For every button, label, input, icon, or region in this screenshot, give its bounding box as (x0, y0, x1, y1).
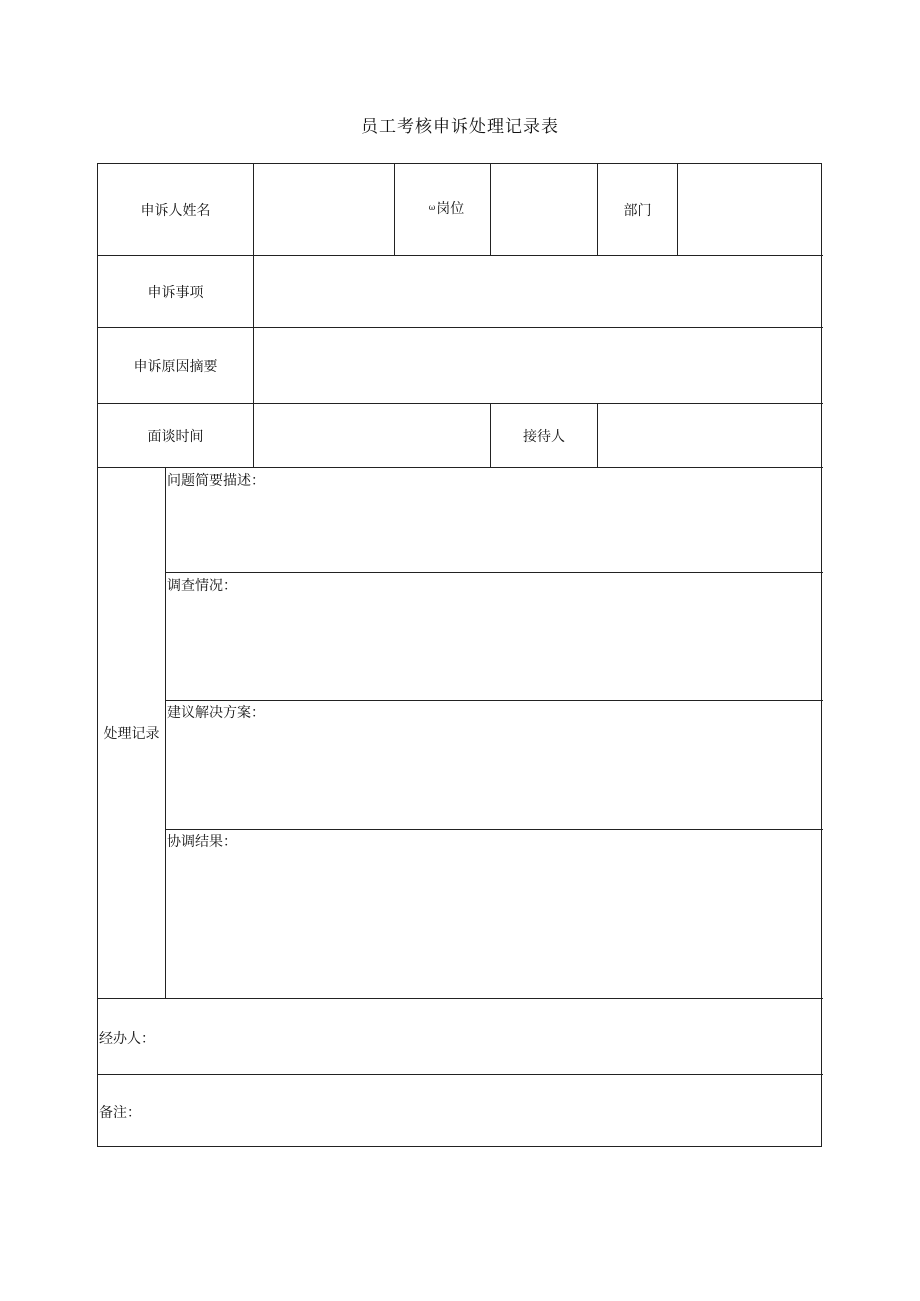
applicant-name-label: 申诉人姓名 (140, 202, 211, 219)
row-divider (98, 1074, 823, 1075)
position-field[interactable] (491, 164, 597, 255)
applicant-name-field[interactable] (254, 164, 394, 255)
receiver-label: 接待人 (523, 428, 565, 445)
position-mark: ω (428, 203, 436, 212)
row-divider (165, 700, 823, 701)
column-divider (165, 467, 166, 998)
coordination-result-label: 协调结果： (167, 834, 237, 850)
suggested-solution-label: 建议解决方案： (167, 705, 265, 721)
interview-time-label: 面谈时间 (147, 428, 204, 445)
row-divider (98, 998, 823, 999)
appeal-form-table (97, 163, 822, 1147)
appeal-reason-label: 申诉原因摘要 (133, 358, 218, 375)
interview-time-field[interactable] (254, 404, 490, 467)
problem-description-label: 问题简要描述： (167, 473, 265, 489)
appeal-reason-field[interactable] (254, 328, 823, 403)
receiver-field[interactable] (598, 404, 823, 467)
position-label-text: 岗位 (436, 200, 465, 217)
department-label: 部门 (623, 202, 652, 219)
handling-record-label: 处理记录 (103, 726, 160, 742)
remarks-label: 备注： (99, 1105, 141, 1121)
department-field[interactable] (678, 164, 823, 255)
handler-label: 经办人： (99, 1031, 155, 1047)
row-divider (98, 467, 823, 468)
row-divider (165, 572, 823, 573)
appeal-matter-field[interactable] (254, 256, 823, 327)
position-label (395, 162, 490, 253)
row-divider (165, 829, 823, 830)
investigation-label: 调查情况： (167, 578, 237, 594)
page-title: 员工考核申诉处理记录表 (361, 117, 559, 137)
appeal-matter-label: 申诉事项 (147, 284, 204, 301)
